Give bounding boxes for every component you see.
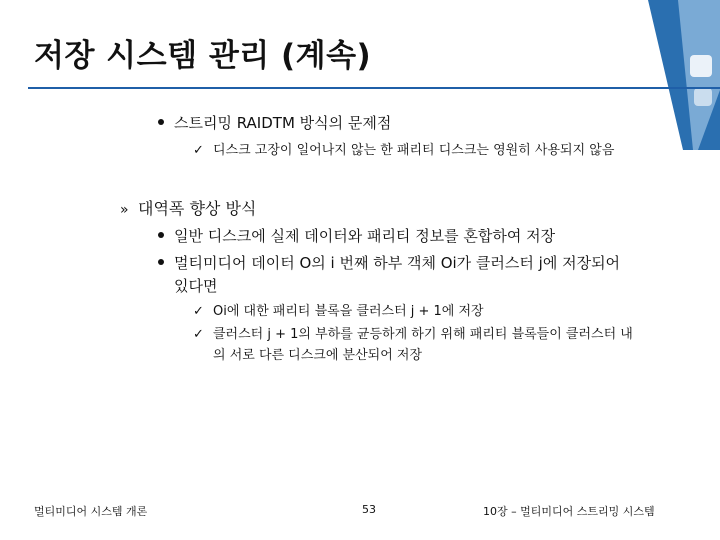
- footer-chapter: 10장 – 멀티미디어 스트리밍 시스템: [483, 505, 655, 518]
- page-title: 저장 시스템 관리 (계속): [34, 38, 372, 74]
- sub-item: [193, 300, 484, 319]
- corner-decoration: [638, 0, 720, 150]
- check-icon: ✓: [193, 304, 204, 319]
- bullet-item-continuation: 있다면: [174, 277, 218, 295]
- bullet-icon: [158, 232, 164, 238]
- check-icon: ✓: [193, 327, 204, 342]
- page-number: 53: [362, 503, 376, 516]
- double-chevron-icon: »: [120, 202, 129, 218]
- section-heading-text: 대역폭 향상 방식: [138, 199, 257, 218]
- check-icon: ✓: [193, 143, 204, 158]
- bullet-text: 멀티미디어 데이터 O의 i 번째 하부 객체 Oi가 클러스터 j에 저장되어: [174, 254, 621, 272]
- bullet-icon: [158, 119, 164, 125]
- sub-item-text: 클러스터 j + 1의 부하를 균등하게 하기 위해 패리티 블록들이 클러스터 내: [213, 327, 633, 342]
- sub-item-continuation: 의 서로 다른 디스크에 분산되어 저장: [213, 348, 423, 363]
- bullet-icon: [158, 259, 164, 265]
- footer-course: 멀티미디어 시스템 개론: [34, 505, 148, 518]
- bullet-text: 스트리밍 RAIDTM 방식의 문제점: [174, 114, 392, 132]
- sub-item: [193, 323, 633, 342]
- section-heading: [120, 196, 256, 219]
- sub-item-text: 디스크 고장이 일어나지 않는 한 패리티 디스크는 영원히 사용되지 않음: [213, 143, 615, 158]
- sub-item-text: Oi에 대한 패리티 블록을 클러스터 j + 1에 저장: [213, 304, 484, 319]
- title-rule: [28, 87, 720, 89]
- bullet-item: [158, 252, 620, 273]
- bullet-text: 일반 디스크에 실제 데이터와 패리티 정보를 혼합하여 저장: [174, 227, 556, 245]
- sub-item: [193, 139, 614, 158]
- bullet-item: [158, 112, 391, 133]
- bullet-item: [158, 225, 555, 246]
